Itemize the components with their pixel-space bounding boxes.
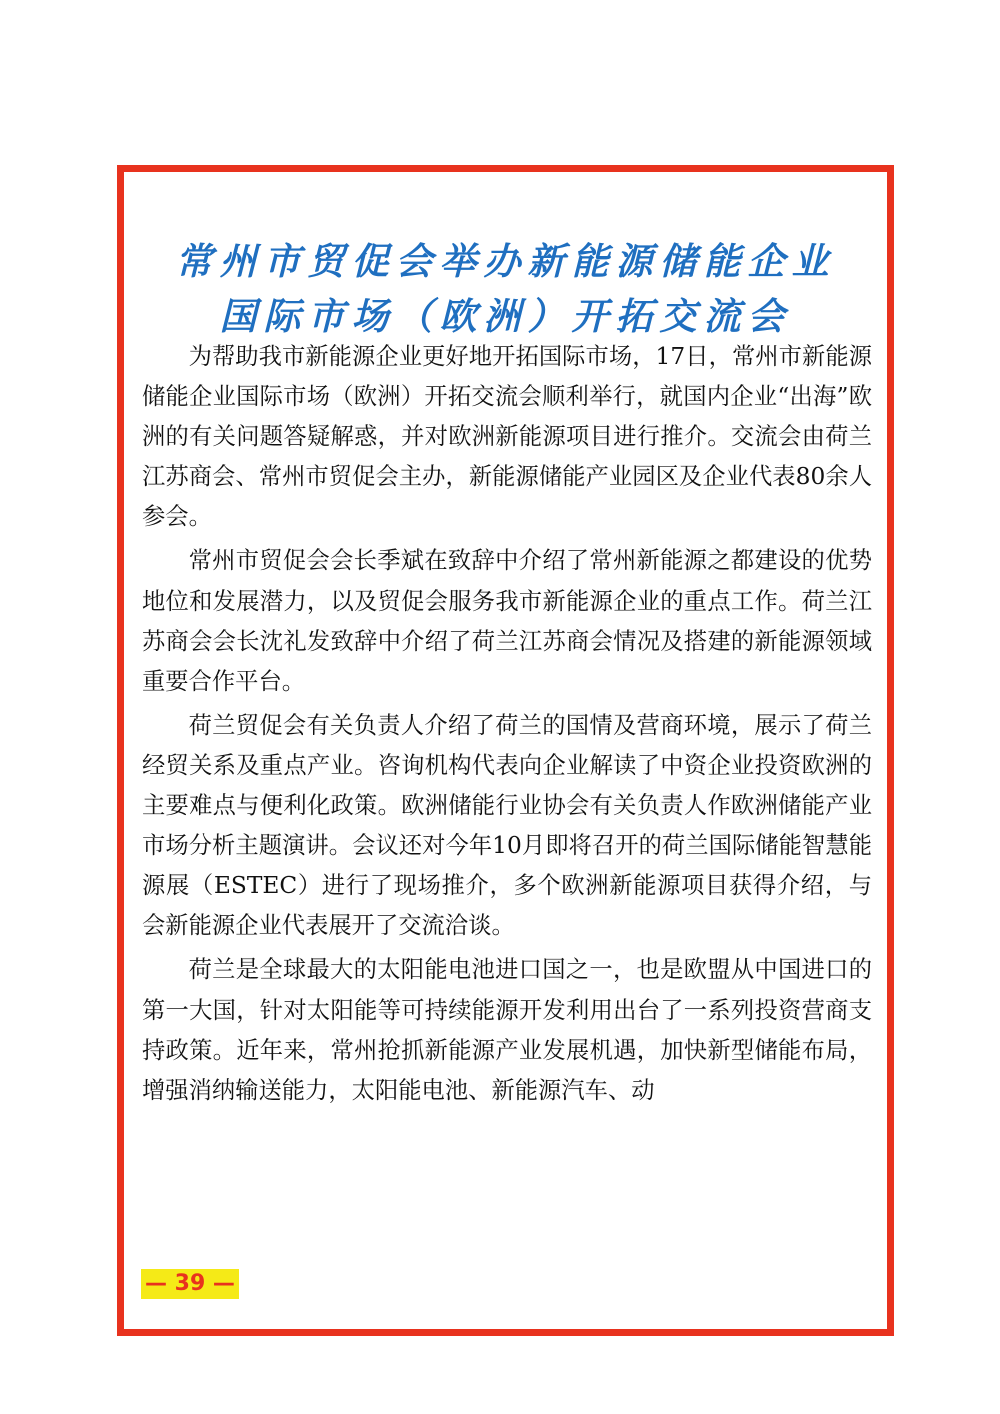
paragraph-2: 常州市贸促会会长季斌在致辞中介绍了常州新能源之都建设的优势地位和发展潜力，以及贸促会服务我市新能源企业的重点工作。荷兰江苏商会会长沈礼发致辞中介绍了荷兰江苏商会情况及搭建的新能源领域重要合作平台。 (142, 547, 872, 695)
article-title (124, 234, 887, 344)
article-title-line-2: 国际市场（欧洲）开拓交流会 (219, 294, 792, 338)
page-frame (117, 165, 894, 1336)
paragraph-1: 为帮助我市新能源企业更好地开拓国际市场，17日，常州市新能源储能企业国际市场（欧洲）开拓交流会顺利举行，就国内企业“出海”欧洲的有关问题答疑解惑，并对欧洲新能源项目进行推介。交流会由荷兰江苏商会、常州市贸促会主办，新能源储能产业园区及企业代表80余人参会。 (142, 343, 872, 531)
paragraph-3: 荷兰贸促会有关负责人介绍了荷兰的国情及营商环境，展示了荷兰经贸关系及重点产业。咨询机构代表向企业解读了中资企业投资欧洲的主要难点与便利化政策。欧洲储能行业协会有关负责人作欧洲储能产业市场分析主题演讲。会议还对今年10月即将召开的荷兰国际储能智慧能源展（ESTEC）进行了现场推介，多个欧洲新能源项目获得介绍，与会新能源企业代表展开了交流洽谈。 (142, 711, 872, 940)
paragraph-4: 荷兰是全球最大的太阳能电池进口国之一，也是欧盟从中国进口的第一大国，针对太阳能等可持续能源开发利用出台了一系列投资营商支持政策。近年来，常州抢抓新能源产业发展机遇，加快新型储能布局，增强消纳输送能力，太阳能电池、新能源汽车、动 (142, 956, 872, 1104)
article-title-line-1: 常州市贸促会举办新能源储能企业 (175, 239, 836, 283)
page-number: — 39 — (141, 1269, 239, 1299)
article-body (142, 337, 872, 1115)
